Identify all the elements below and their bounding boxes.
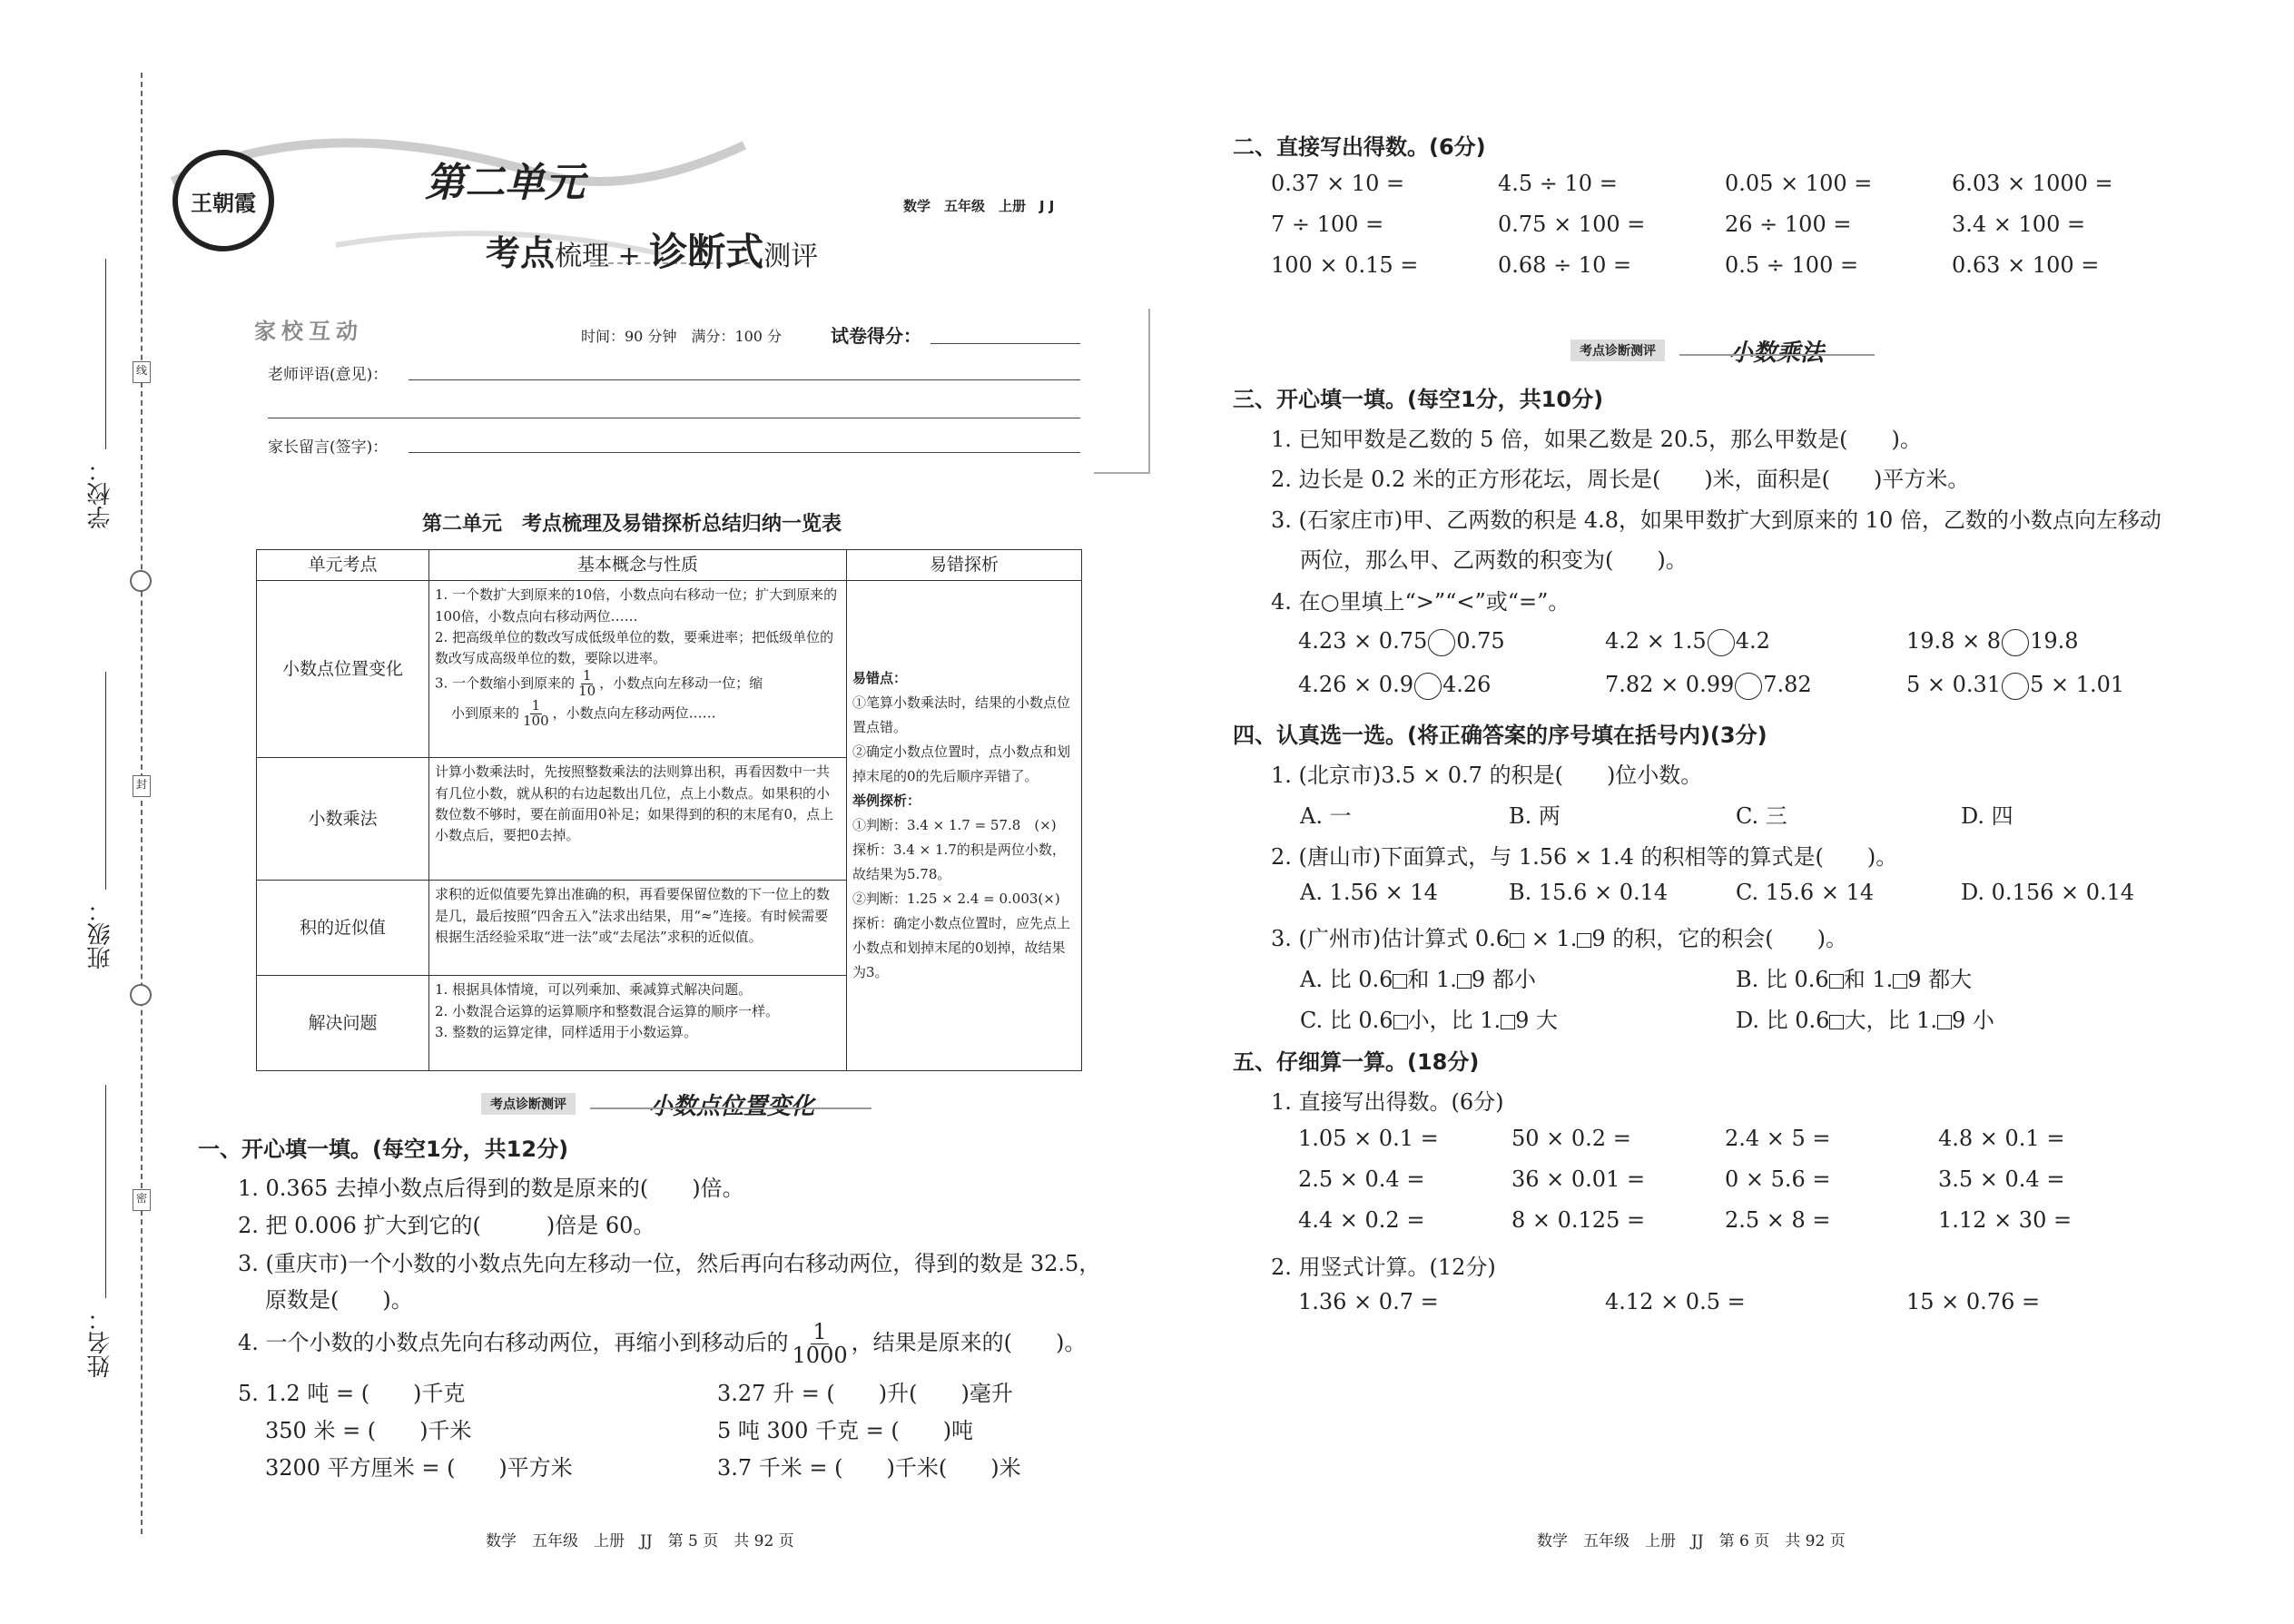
banner-tag: 考点诊断测评 <box>1570 340 1665 361</box>
question-5-item: 5. 1.2 吨 = ( )千克 <box>238 1381 466 1406</box>
teacher-label: 老师评语(意见)： <box>268 366 389 384</box>
concept-line <box>435 696 841 729</box>
fold-mark-top: 线 <box>133 361 151 383</box>
option[interactable]: B. 两 <box>1509 803 1561 829</box>
option[interactable]: D. 0.156 × 0.14 <box>1961 880 2135 905</box>
compare-right: 7.82 <box>1763 672 1812 697</box>
s4-question-1: 1. (北京市)3.5 × 0.7 的积是( )位小数。 <box>1271 763 1703 788</box>
calc-item: 1.12 × 30 = <box>1938 1207 2072 1233</box>
calc-item: 50 × 0.2 = <box>1511 1126 1631 1151</box>
numerator: 1 <box>582 667 592 684</box>
question-5-item: 3.7 千米 = ( )千米( )米 <box>717 1455 1021 1481</box>
section-4-heading: 四、认真选一选。(将正确答案的序号填在括号内)(3分) <box>1233 723 1767 748</box>
concept-cell <box>429 976 847 1071</box>
concept-line: 1. 根据具体情境，可以列乘加、乘减算式解决问题。 <box>435 981 753 999</box>
q3-text: 9 的积，它的积会( )。 <box>1591 926 1847 951</box>
concept-line: 2. 把高级单位的数改写成低级单位的数，要乘进率；把低级单位的数改写成高级单位的数，要除以进率。 <box>435 628 834 667</box>
compare-circle[interactable] <box>1428 629 1455 656</box>
compare-left: 7.82 × 0.99 <box>1605 672 1735 697</box>
concept-line: 2. 小数混合运算的运算顺序和整数混合运算的顺序一样。 <box>435 1002 780 1019</box>
question-1: 1. 0.365 去掉小数点后得到的数是原来的( )倍。 <box>238 1176 744 1201</box>
denominator: 1000 <box>792 1343 848 1369</box>
calc-item: 2.5 × 8 = <box>1725 1207 1831 1233</box>
blank-square <box>1501 1015 1515 1029</box>
logo-seal <box>172 150 274 251</box>
compare-left: 4.23 × 0.75 <box>1298 628 1428 654</box>
calc-item: 100 × 0.15 = <box>1271 252 1419 278</box>
unit-title: 第二单元 <box>425 160 585 206</box>
blank-square <box>1577 933 1591 948</box>
header-subtitle <box>486 222 818 277</box>
question-2: 2. 把 0.006 扩大到它的( )倍是 60。 <box>238 1213 655 1238</box>
calc-item: 0.37 × 10 = <box>1271 171 1405 196</box>
calc-item: 3.4 × 100 = <box>1952 212 2086 237</box>
option[interactable]: D. 四 <box>1961 803 2013 829</box>
concept-line: 1. 一个数扩大到原来的10倍，小数点向右移动一位；扩大到原来的100倍，小数点向右移动两位…… <box>435 586 838 625</box>
option-text: A. 比 0.6 <box>1300 967 1393 992</box>
compare-item <box>1906 672 2124 700</box>
calc-item: 7 ÷ 100 = <box>1271 212 1384 237</box>
banner-title: 小数乘法 <box>1729 340 1825 367</box>
compare-left: 4.2 × 1.5 <box>1605 628 1707 654</box>
fraction <box>523 696 549 729</box>
compare-item <box>1605 672 1812 700</box>
name-label: 姓名： <box>87 1307 114 1378</box>
blank-square <box>1893 974 1907 989</box>
calc-item: 26 ÷ 100 = <box>1725 212 1852 237</box>
option-text: 9 小 <box>1951 1008 1994 1033</box>
topic-cell: 小数点位置变化 <box>257 581 429 758</box>
info-time: 时间：90 分钟 满分：100 分 <box>581 328 783 345</box>
compare-circle[interactable] <box>1735 673 1762 700</box>
header-meta: 数学 五年级 上册 J J <box>903 198 1055 214</box>
calc-item: 4.4 × 0.2 = <box>1298 1207 1425 1233</box>
option-text: B. 比 0.6 <box>1736 967 1829 992</box>
table-row <box>257 581 1082 758</box>
compare-item <box>1298 672 1491 700</box>
blank-square <box>1829 974 1844 989</box>
option[interactable] <box>1300 1002 1558 1034</box>
school-line <box>105 259 106 449</box>
s3-question-3a: 3. (石家庄市)甲、乙两数的积是 4.8，如果甲数扩大到原来的 10 倍，乙数的小数点向左移动 <box>1271 507 2161 533</box>
parent-line <box>409 452 1080 453</box>
binding-dashed-line <box>141 73 143 1534</box>
compare-circle[interactable] <box>2002 629 2029 656</box>
section-2-heading: 二、直接写出得数。(6分) <box>1233 134 1486 160</box>
subtitle-c: 诊断式 <box>649 230 764 274</box>
compare-right: 4.2 <box>1735 628 1770 654</box>
calc-item: 0 × 5.6 = <box>1725 1166 1831 1192</box>
compare-left: 19.8 × 8 <box>1906 628 2002 654</box>
calc-item: 0.5 ÷ 100 = <box>1725 252 1859 278</box>
q3-text: 3. (广州市)估计算式 0.6 <box>1271 926 1511 951</box>
question-5-item: 3.27 升 = ( )升( )毫升 <box>717 1381 1013 1406</box>
concept-cell <box>429 581 847 758</box>
error-line: ①笔算小数乘法时，结果的小数点位置点错。 <box>852 694 1071 736</box>
subtitle-a: 考点 <box>486 233 556 273</box>
compare-left: 5 × 0.31 <box>1906 672 2002 697</box>
option[interactable] <box>1300 961 1536 993</box>
s4-question-2: 2. (唐山市)下面算式，与 1.56 × 1.4 的积相等的算式是( )。 <box>1271 844 1898 870</box>
calc-item: 0.75 × 100 = <box>1498 212 1646 237</box>
question-3a: 3. (重庆市)一个小数的小数点先向左移动一位，然后再向右移动两位，得到的数是 32.5， <box>238 1251 1101 1276</box>
calc-item: 6.03 × 1000 = <box>1952 171 2113 196</box>
question-4 <box>238 1321 1086 1367</box>
question-5-item: 5 吨 300 千克 = ( )吨 <box>717 1418 974 1443</box>
binding-circle-2 <box>130 984 152 1006</box>
section-1-heading: 一、开心填一填。(每空1分，共12分) <box>198 1137 569 1162</box>
concept-line: 3. 整数的运算定律，同样适用于小数运算。 <box>435 1023 698 1040</box>
summary-table <box>256 549 1082 1071</box>
s3-question-3b: 两位，那么甲、乙两数的积变为( )。 <box>1300 547 1688 573</box>
compare-item <box>1906 628 2079 656</box>
s4-question-3 <box>1271 920 1847 952</box>
denominator: 100 <box>523 712 549 729</box>
option-text: 9 大 <box>1515 1008 1558 1033</box>
vertical-calc: 4.12 × 0.5 = <box>1605 1289 1746 1314</box>
binding-circle-1 <box>130 570 152 592</box>
section-5-heading: 五、仔细算一算。(18分) <box>1233 1049 1480 1075</box>
calc-item: 0.05 × 100 = <box>1725 171 1873 196</box>
calc-item: 0.68 ÷ 10 = <box>1498 252 1632 278</box>
fold-mark-bottom: 密 <box>133 1189 151 1211</box>
concept-text: 小到原来的 <box>451 704 520 722</box>
info-box-corner <box>1094 309 1150 474</box>
error-line: 易错点： <box>852 670 908 687</box>
banner-title: 小数点位置变化 <box>649 1093 815 1120</box>
s3-question-1: 1. 已知甲数是乙数的 5 倍，如果乙数是 20.5，那么甲数是( )。 <box>1271 427 1922 452</box>
calc-item: 0.63 × 100 = <box>1952 252 2100 278</box>
logo-text: 王朝霞 <box>191 189 256 216</box>
name-line <box>105 1085 106 1298</box>
q3-text: × 1. <box>1524 926 1578 951</box>
q4-text-a: 4. 一个小数的小数点先向右移动两位，再缩小到移动后的 <box>238 1330 789 1356</box>
school-label: 学校： <box>87 458 114 529</box>
blank-square <box>1937 1015 1952 1029</box>
family-school-badge: 家校互动 <box>254 319 363 344</box>
question-5-item: 3200 平方厘米 = ( )平方米 <box>265 1455 573 1481</box>
compare-item <box>1605 628 1770 656</box>
calc-item: 2.5 × 0.4 = <box>1298 1166 1425 1192</box>
errors-cell <box>847 581 1082 1071</box>
subtitle-b: 梳理 + <box>555 241 641 272</box>
vertical-calc: 1.36 × 0.7 = <box>1298 1289 1439 1314</box>
section-banner-right <box>1570 334 1879 365</box>
col-header: 基本概念与性质 <box>429 550 847 581</box>
option-text: 小，比 1. <box>1407 1008 1501 1033</box>
blank-square <box>1393 974 1407 989</box>
q4-text-b: ，结果是原来的( )。 <box>851 1330 1087 1356</box>
calc-item: 4.5 ÷ 10 = <box>1498 171 1618 196</box>
compare-right: 0.75 <box>1456 628 1505 654</box>
banner-arrow <box>590 1107 871 1109</box>
option-text: 9 都小 <box>1471 967 1536 992</box>
calc-item: 8 × 0.125 = <box>1511 1207 1646 1233</box>
numerator: 1 <box>812 1319 827 1344</box>
s3-question-2: 2. 边长是 0.2 米的正方形花坛，周长是( )米，面积是( )平方米。 <box>1271 467 1970 492</box>
option-text: 和 1. <box>1407 967 1457 992</box>
fraction <box>578 669 596 699</box>
class-line <box>105 672 106 890</box>
option[interactable]: C. 15.6 × 14 <box>1736 880 1875 905</box>
option-text: 和 1. <box>1843 967 1894 992</box>
denominator: 10 <box>578 683 596 700</box>
parent-label: 家长留言(签字)： <box>268 438 389 457</box>
question-5-item: 350 米 = ( )千米 <box>265 1418 472 1443</box>
compare-circle[interactable] <box>2002 673 2029 700</box>
subtitle-d: 测评 <box>763 241 819 272</box>
footer-right: 数学 五年级 上册 JJ 第 6 页 共 92 页 <box>1537 1532 1846 1550</box>
question-3b: 原数是( )。 <box>265 1287 413 1313</box>
compare-right: 19.8 <box>2030 628 2079 654</box>
section-banner-left <box>481 1088 881 1118</box>
col-header: 单元考点 <box>257 550 429 581</box>
calc-item: 2.4 × 5 = <box>1725 1126 1831 1151</box>
concept-text: ，小数点向左移动一位；缩 <box>599 674 763 692</box>
concept-line <box>435 669 841 699</box>
option-text: 大，比 1. <box>1844 1008 1937 1033</box>
blank-square <box>1510 933 1524 948</box>
error-line: ①判断：3.4 × 1.7 = 57.8 (×) <box>852 817 1057 834</box>
fraction <box>793 1321 848 1367</box>
score-label: 试卷得分： <box>831 325 921 347</box>
vertical-calc: 15 × 0.76 = <box>1906 1289 2041 1314</box>
s5-question-2: 2. 用竖式计算。(12分) <box>1271 1255 1496 1280</box>
blank-square <box>1393 1015 1408 1029</box>
banner-tag: 考点诊断测评 <box>481 1093 576 1115</box>
compare-circle[interactable] <box>1414 673 1442 700</box>
s3-question-4: 4. 在○里填上“>”“<”或“=”。 <box>1271 589 1570 615</box>
topic-cell: 积的近似值 <box>257 881 429 976</box>
section-3-heading: 三、开心填一填。(每空1分，共10分) <box>1233 387 1604 412</box>
col-header: 易错探析 <box>847 550 1082 581</box>
calc-item: 4.8 × 0.1 = <box>1938 1126 2065 1151</box>
calc-item: 36 × 0.01 = <box>1511 1166 1646 1192</box>
option[interactable]: A. 1.56 × 14 <box>1300 880 1438 905</box>
option[interactable] <box>1736 961 1972 993</box>
option-text: C. 比 0.6 <box>1300 1008 1393 1033</box>
compare-left: 4.26 × 0.9 <box>1298 672 1413 697</box>
table-header-row <box>257 550 1082 581</box>
numerator: 1 <box>531 696 541 714</box>
compare-right: 5 × 1.01 <box>2030 672 2125 697</box>
option[interactable] <box>1736 1002 1994 1034</box>
error-line: ②判断：1.25 × 2.4 = 0.003(×) <box>852 891 1060 908</box>
option-text: 9 都大 <box>1907 967 1973 992</box>
option-text: D. 比 0.6 <box>1736 1008 1830 1033</box>
concept-cell: 计算小数乘法时，先按照整数乘法的法则算出积，再看因数中一共有几位小数，就从积的右边起数出几位，点上小数点。如果积的小数位数不够时，要在前面用0补足；如果得到的积的末尾有0，点上小数点后，要把0去掉。 <box>429 758 847 881</box>
option[interactable]: C. 三 <box>1736 803 1787 829</box>
blank-square <box>1457 974 1472 989</box>
footer-left: 数学 五年级 上册 JJ 第 5 页 共 92 页 <box>486 1532 794 1550</box>
summary-title: 第二单元 考点梳理及易错探析总结归纳一览表 <box>422 513 842 536</box>
fold-mark-mid: 封 <box>133 775 151 797</box>
error-line: ②确定小数点位置时，点小数点和划掉末尾的0的先后顺序弄错了。 <box>852 743 1071 785</box>
option[interactable]: B. 15.6 × 0.14 <box>1509 880 1669 905</box>
error-line: 探析：确定小数点位置时，应先点上小数点和划掉末尾的0划掉，故结果为3。 <box>852 915 1071 981</box>
compare-item <box>1298 628 1505 656</box>
concept-text: ，小数点向左移动两位…… <box>552 704 716 722</box>
topic-cell: 小数乘法 <box>257 758 429 881</box>
concept-text: 3. 一个数缩小到原来的 <box>435 674 576 692</box>
class-label: 班级： <box>87 899 114 969</box>
error-line: 探析：3.4 × 1.7的积是两位小数，故结果为5.78。 <box>852 842 1066 883</box>
concept-cell: 求积的近似值要先算出准确的积，再看要保留位数的下一位上的数是几，最后按照“四舍五入”法求出结果，用“≈”连接。有时候需要根据生活经验采取“进一法”或“去尾法”求积的近似值。 <box>429 881 847 976</box>
calc-item: 3.5 × 0.4 = <box>1938 1166 2065 1192</box>
compare-circle[interactable] <box>1708 629 1735 656</box>
teacher-line-1 <box>409 379 1080 380</box>
topic-cell: 解决问题 <box>257 976 429 1071</box>
blank-square <box>1829 1015 1844 1029</box>
score-line <box>930 343 1080 344</box>
error-line: 举例探析： <box>852 792 921 810</box>
compare-right: 4.26 <box>1442 672 1492 697</box>
calc-item: 1.05 × 0.1 = <box>1298 1126 1439 1151</box>
option[interactable]: A. 一 <box>1300 803 1352 829</box>
s5-question-1: 1. 直接写出得数。(6分) <box>1271 1089 1504 1115</box>
banner-arrow <box>1679 354 1875 356</box>
